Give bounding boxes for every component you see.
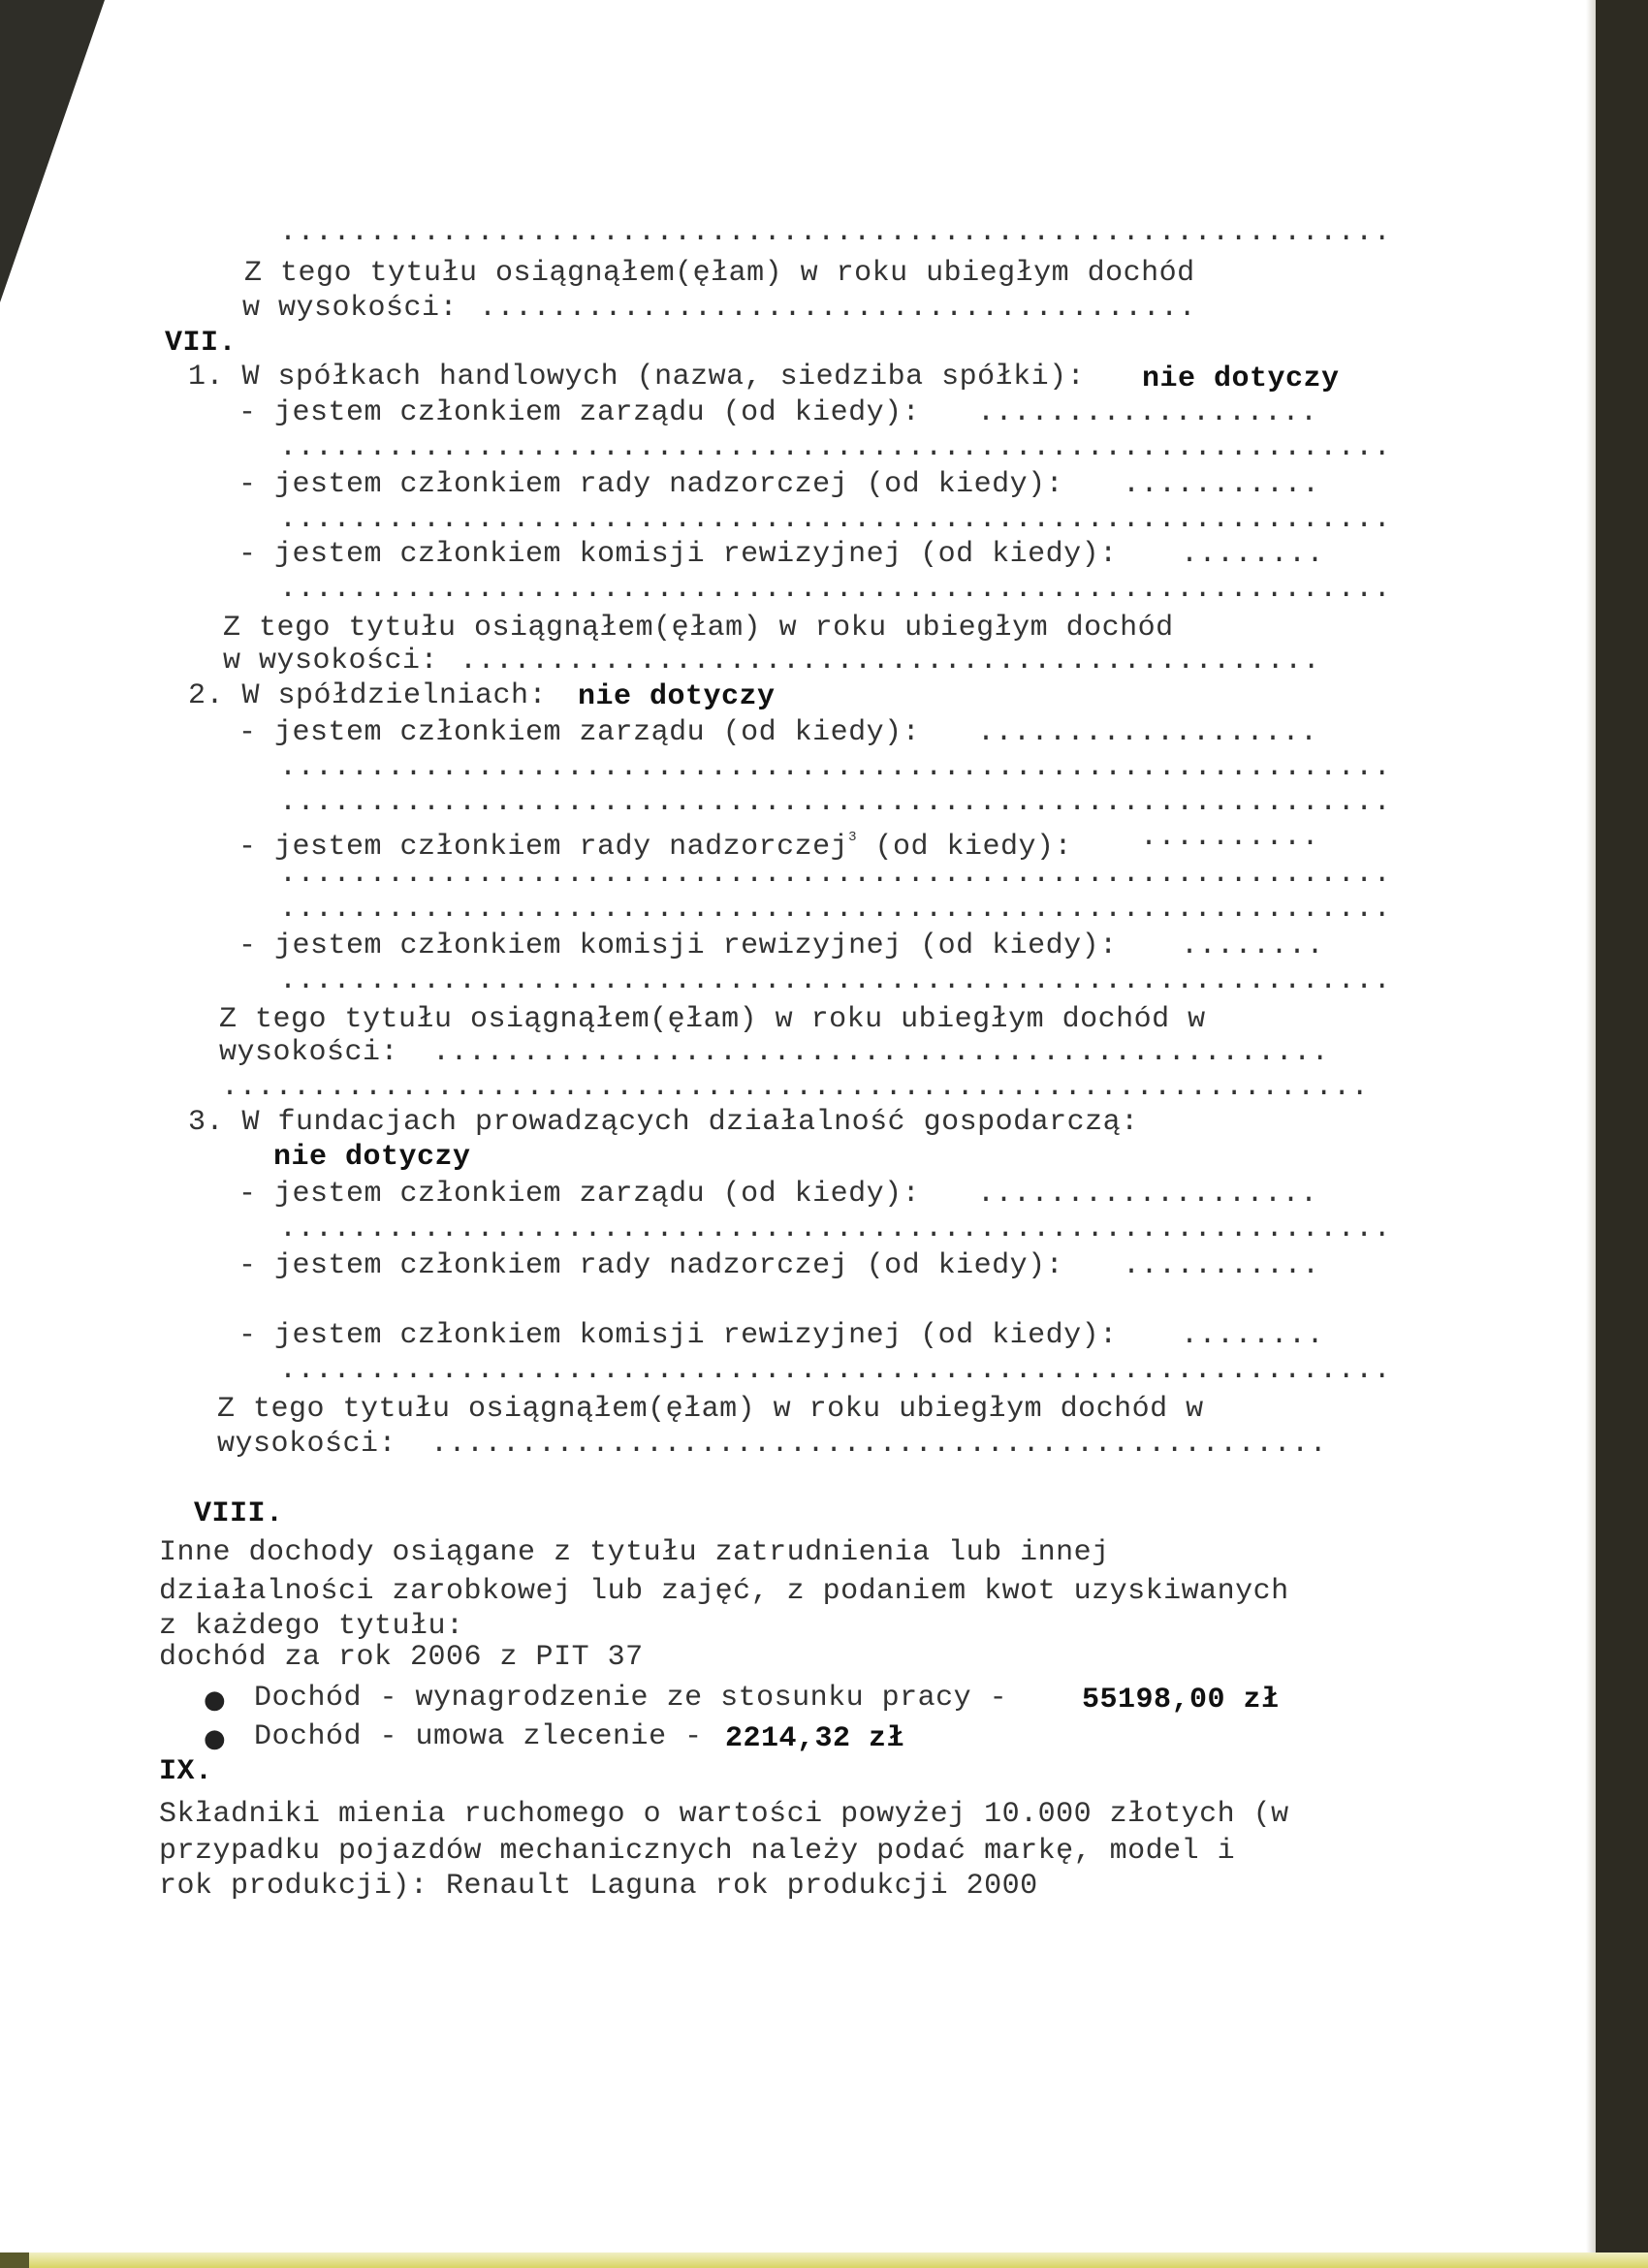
income-amount-label: w wysokości: [223, 645, 439, 677]
income-amount-label: wysokości: [219, 1036, 399, 1069]
dotted-line: .............................................................. [279, 1213, 1392, 1245]
audit-committee-label: - jestem członkiem komisji rewizyjnej (od kiedy): [238, 929, 1118, 962]
scan-edge-shade [1586, 0, 1596, 2268]
income-line: Z tego tytułu osiągnąłem(ęłam) w roku ubiegłym dochód [244, 257, 1195, 290]
income-amount-dots: .................................................. [432, 1036, 1330, 1069]
dotted-line: .............................................................. [279, 503, 1392, 536]
dotted-line: .............................................................. [279, 751, 1392, 784]
movable-property-text: przypadku pojazdów mechanicznych należy podać markę, model i [159, 1835, 1236, 1868]
foundations-value: nie dotyczy [273, 1141, 471, 1174]
bullet-icon: ● [204, 1685, 226, 1715]
income-item-amount: 2214,32 zł [725, 1722, 905, 1755]
scan-bottom-strip [0, 2252, 1648, 2268]
section-heading-viii: VIII. [194, 1497, 284, 1530]
audit-committee-label: - jestem członkiem komisji rewizyjnej (od kiedy): [238, 1319, 1118, 1352]
other-income-text: z każdego tytułu: [159, 1610, 464, 1643]
supervisory-board-dots: ........... [1123, 1249, 1320, 1282]
dotted-line: .............................................................. [279, 431, 1392, 464]
scan-bottom-corner [0, 2252, 29, 2268]
income-item-label: Dochód - wynagrodzenie ze stosunku pracy - [254, 1682, 1008, 1715]
cooperatives-label: 2. W spółdzielniach: [188, 679, 548, 712]
board-member-label: - jestem członkiem zarządu (od kiedy): [238, 1178, 921, 1211]
foundations-label: 3. W fundacjach prowadzących działalność gospodarczą: [188, 1106, 1139, 1139]
dotted-line: .............................................................. [279, 858, 1392, 891]
income-item-label: Dochód - umowa zlecenie - [254, 1720, 703, 1753]
board-member-dots: ................... [977, 1178, 1318, 1211]
audit-committee-dots: ........ [1181, 538, 1325, 571]
supervisory-board-label: - jestem członkiem rady nadzorczej (od kiedy): [238, 468, 1064, 501]
supervisory-board-label: - jestem członkiem rady nadzorczej$^3$ (od kiedy): [238, 830, 1073, 864]
audit-committee-dots: ........ [1181, 1319, 1325, 1352]
income-year-line: dochód za rok 2006 z PIT 37 [159, 1641, 644, 1674]
dotted-line: ................................................................ [221, 1071, 1370, 1104]
scan-right-edge [1596, 0, 1648, 2268]
audit-committee-label: - jestem członkiem komisji rewizyjnej (od kiedy): [238, 538, 1118, 571]
supervisory-board-dots: .......... [1140, 821, 1320, 854]
income-amount-dots: .................................................. [430, 1428, 1328, 1461]
dotted-line: .............................................................. [279, 1354, 1392, 1387]
companies-value: nie dotyczy [1142, 362, 1340, 395]
dotted-line: .............................................................. [279, 786, 1392, 819]
dotted-line: .............................................................. [279, 573, 1392, 606]
audit-committee-dots: ........ [1181, 929, 1325, 962]
movable-property-text: Składniki mienia ruchomego o wartości powyżej 10.000 złotych (w [159, 1798, 1289, 1831]
other-income-text: Inne dochody osiągane z tytułu zatrudnienia lub innej [159, 1536, 1110, 1569]
dotted-line: .............................................................. [279, 893, 1392, 926]
other-income-text: działalności zarobkowej lub zajęć, z podaniem kwot uzyskiwanych [159, 1575, 1289, 1608]
income-amount-label: w wysokości: [242, 292, 459, 325]
dotted-line: .............................................................. [279, 216, 1392, 249]
income-amount-dots: ................................................ [460, 645, 1321, 677]
bullet-icon: ● [204, 1724, 226, 1753]
companies-label: 1. W spółkach handlowych (nazwa, siedziba spółki): [188, 361, 1086, 394]
section-heading-vii: VII. [165, 327, 238, 360]
supervisory-board-dots: ........... [1123, 468, 1320, 501]
supervisory-board-label: - jestem członkiem rady nadzorczej (od kiedy): [238, 1249, 1064, 1282]
board-member-label: - jestem członkiem zarządu (od kiedy): [238, 396, 921, 429]
board-member-dots: ................... [977, 716, 1318, 749]
income-line: Z tego tytułu osiągnąłem(ęłam) w roku ubiegłym dochód [223, 612, 1174, 645]
income-line: Z tego tytułu osiągnąłem(ęłam) w roku ubiegłym dochód w [217, 1393, 1204, 1426]
movable-property-text: rok produkcji): Renault Laguna rok produkcji 2000 [159, 1870, 1038, 1903]
income-amount-dots: ........................................ [479, 292, 1197, 325]
dotted-line: .............................................................. [279, 964, 1392, 997]
board-member-dots: ................... [977, 396, 1318, 429]
income-amount-label: wysokości: [217, 1428, 397, 1461]
section-heading-ix: IX. [159, 1755, 213, 1788]
scan-corner-shadow [0, 0, 116, 310]
income-line: Z tego tytułu osiągnąłem(ęłam) w roku ubiegłym dochód w [219, 1003, 1206, 1036]
cooperatives-value: nie dotyczy [578, 680, 776, 713]
board-member-label: - jestem członkiem zarządu (od kiedy): [238, 716, 921, 749]
footnote-marker: 3 [848, 830, 858, 845]
income-item-amount: 55198,00 zł [1082, 1684, 1280, 1717]
